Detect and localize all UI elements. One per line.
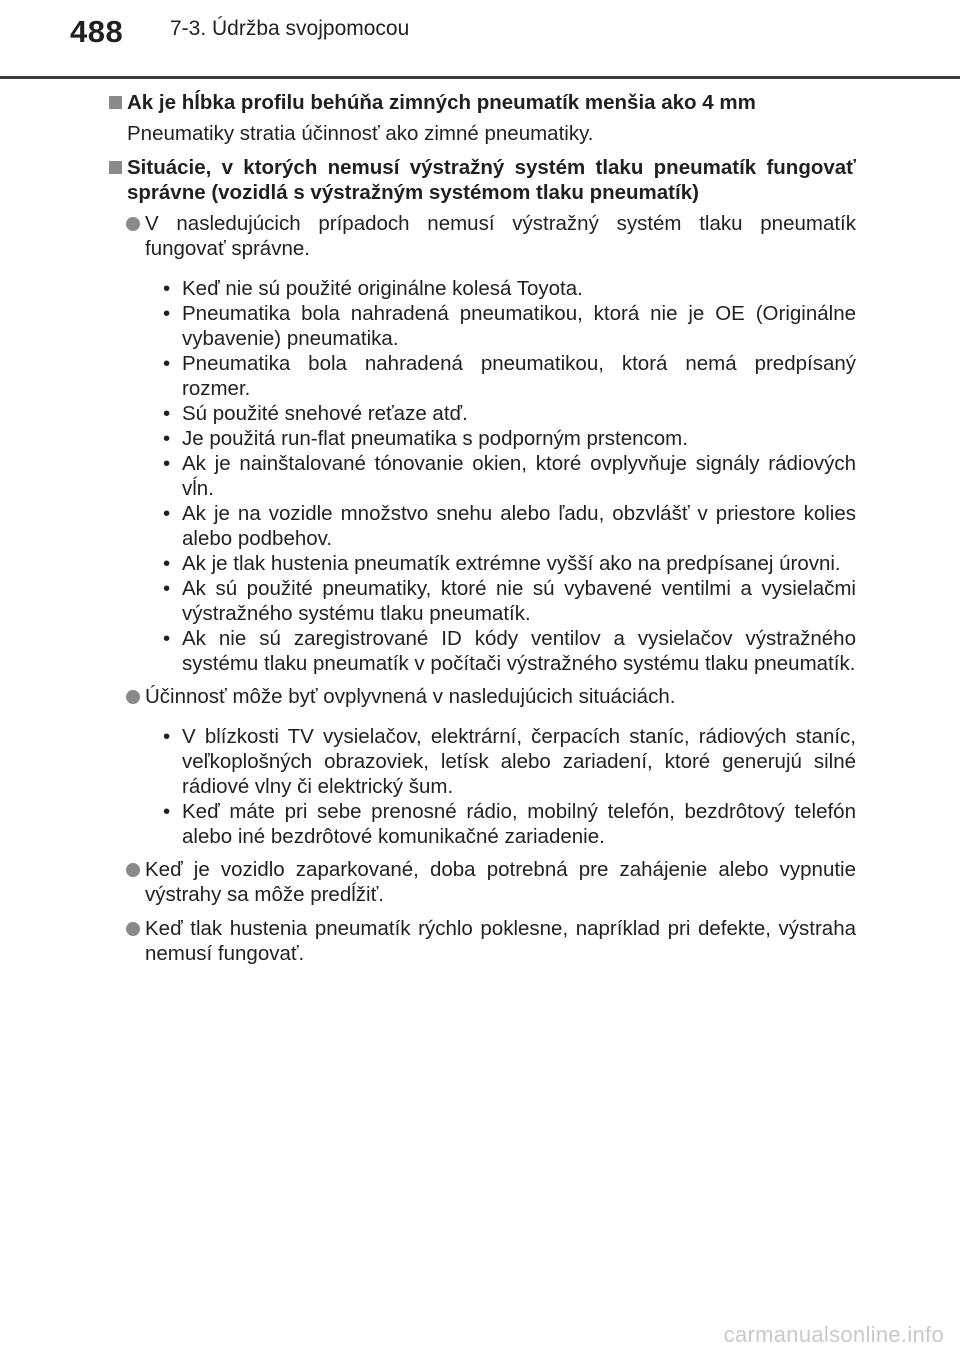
list-item-text: Keď nie sú použité originálne kolesá Toyota.	[182, 277, 583, 300]
bullet-dot-icon: •	[163, 800, 171, 823]
bullet-dot-icon: •	[163, 302, 171, 325]
bullet-dot-icon: •	[163, 402, 171, 425]
list-item	[163, 551, 856, 576]
circle-bullet-icon	[126, 863, 140, 877]
list-item	[163, 401, 856, 426]
bullet-list	[108, 276, 856, 676]
square-bullet-icon	[109, 96, 122, 109]
section-heading-tpms-situations	[108, 155, 856, 205]
bullet-list	[108, 724, 856, 849]
list-item-text: Keď máte pri sebe prenosné rádio, mobilný telefón, bezdrôtový telefón alebo iné bezdrôtové komunikačné zariadenie.	[182, 800, 856, 848]
circle-bullet-icon	[126, 690, 140, 704]
list-item	[163, 426, 856, 451]
circle-item	[108, 916, 856, 966]
bullet-dot-icon: •	[163, 427, 171, 450]
bullet-dot-icon: •	[163, 352, 171, 375]
list-item	[163, 351, 856, 401]
page-content	[108, 90, 856, 975]
list-item-text: Ak nie sú zaregistrované ID kódy ventilov a vysielačov výstražného systému tlaku pneumatík v počítači výstražného systému tlaku pneumatík.	[182, 627, 856, 675]
paragraph: Pneumatiky stratia účinnosť ako zimné pneumatiky.	[127, 122, 594, 145]
circle-bullet-icon	[126, 922, 140, 936]
bullet-dot-icon: •	[163, 627, 171, 650]
list-item-text: Pneumatika bola nahradená pneumatikou, ktorá nie je OE (Originálne vybavenie) pneumatika.	[182, 302, 856, 350]
list-item-text: Ak je tlak hustenia pneumatík extrémne vyšší ako na predpísanej úrovni.	[182, 552, 841, 575]
list-item-text: Sú použité snehové reťaze atď.	[182, 402, 468, 425]
list-item	[163, 724, 856, 799]
circle-item-text: V nasledujúcich prípadoch nemusí výstražný systém tlaku pneumatík fungovať správne.	[145, 212, 856, 260]
bullet-dot-icon: •	[163, 452, 171, 475]
page-header	[0, 0, 960, 80]
list-item	[163, 576, 856, 626]
circle-item	[108, 857, 856, 907]
bullet-dot-icon: •	[163, 725, 171, 748]
circle-item-text: Keď tlak hustenia pneumatík rýchlo poklesne, napríklad pri defekte, výstraha nemusí fungovať.	[145, 917, 856, 965]
list-item-text: Pneumatika bola nahradená pneumatikou, ktorá nemá predpísaný rozmer.	[182, 352, 856, 400]
circle-item-text: Keď je vozidlo zaparkované, doba potrebná pre zahájenie alebo vypnutie výstrahy sa môže predĺžiť.	[145, 858, 856, 906]
circle-item	[108, 684, 856, 709]
list-item	[163, 301, 856, 351]
heading-text: Ak je hĺbka profilu behúňa zimných pneumatík menšia ako 4 mm	[127, 91, 756, 114]
section-heading-winter-tread	[108, 90, 856, 115]
list-item	[163, 451, 856, 501]
list-item-text: V blízkosti TV vysielačov, elektrární, čerpacích staníc, rádiových staníc, veľkoplošných obrazoviek, letísk alebo zariadení, ktoré generujú silné rádiové vlny či elektrický šum.	[182, 725, 856, 798]
square-bullet-icon	[109, 161, 122, 174]
circle-item	[108, 211, 856, 261]
list-item	[163, 799, 856, 849]
section-title: 7-3. Údržba svojpomocou	[170, 17, 410, 40]
list-item	[163, 276, 856, 301]
bullet-dot-icon: •	[163, 277, 171, 300]
bullet-dot-icon: •	[163, 552, 171, 575]
circle-bullet-icon	[126, 217, 140, 231]
list-item	[163, 501, 856, 551]
list-item	[163, 626, 856, 676]
page-number: 488	[70, 14, 124, 49]
bullet-dot-icon: •	[163, 502, 171, 525]
list-item-text: Je použitá run-flat pneumatika s podporným prstencom.	[182, 427, 688, 450]
circle-item-text: Účinnosť môže byť ovplyvnená v nasledujúcich situáciách.	[145, 685, 676, 708]
list-item-text: Ak je nainštalované tónovanie okien, ktoré ovplyvňuje signály rádiových vĺn.	[182, 452, 856, 500]
header-divider	[0, 76, 960, 79]
heading-text: Situácie, v ktorých nemusí výstražný systém tlaku pneumatík fungovať správne (vozidlá s výstražným systémom tlaku pneumatík)	[127, 156, 856, 204]
bullet-dot-icon: •	[163, 577, 171, 600]
watermark: carmanualsonline.info	[723, 1322, 944, 1347]
list-item-text: Ak je na vozidle množstvo snehu alebo ľadu, obzvlášť v priestore kolies alebo podbehov.	[182, 502, 856, 550]
list-item-text: Ak sú použité pneumatiky, ktoré nie sú vybavené ventilmi a vysielačmi výstražného systému tlaku pneumatík.	[182, 577, 856, 625]
